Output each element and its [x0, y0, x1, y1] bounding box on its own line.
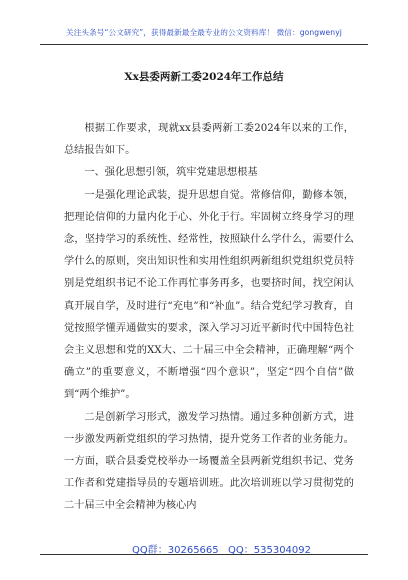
body-paragraph-1: 一是强化理论武装，提升思想自觉。常修信仰，勤修本领，把理论信仰的力量内化于心、外化于行。牢固树立终身学习的理念，坚持学习的系统性、经常性，按照缺什么学什么，需要什么学什么的原则，突出知识性和实用性组织两新组织党组织党员特别是党组织书记不论工作再忙事务再多，也要挤时间，找空闲认真开展自学，及时进行“充电”和“补血”。结合党纪学习教育，自觉按照学懂弄通做实的要求，深入学习习近平新时代中国特色社会主义思想和党的XX大、二十届三中全会精神，正确理解“两个确立”的重要意义，不断增强“四个意识”，坚定“四个自信”做到“两个维护”。 [64, 189, 354, 401]
footer-qq: QQ：535304092 [228, 545, 312, 556]
header-divider [40, 44, 368, 45]
section-heading-1: 一、强化思想引领，筑牢党建思想根基 [84, 167, 258, 179]
document-title: Xx县委两新工委2024年工作总结 [124, 71, 284, 83]
body-paragraph-2: 二是创新学习形式，激发学习热情。通过多种创新方式，进一步激发两新党组织的学习热情，提升党务工作者的业务能力。一方面，联合县委党校举办一场覆盖全县两新党组织书记、党务工作者和党建指导员的专题培训班。此次培训班以学习贯彻党的二十届三中全会精神为核心内 [64, 411, 354, 512]
footer-divider [40, 554, 368, 555]
body-paragraph-intro: 根据工作要求，现就xx县委两新工委2024年以来的工作，总结报告如下。 [64, 123, 354, 157]
document-body [64, 118, 354, 518]
header-banner: 关注头条号“公文研究”，获得最新最全最专业的公文资料库！ 微信：gongwenyj [66, 28, 342, 37]
footer-qq-group: QQ群：30265665 [132, 545, 219, 556]
footer-contact [0, 541, 408, 555]
